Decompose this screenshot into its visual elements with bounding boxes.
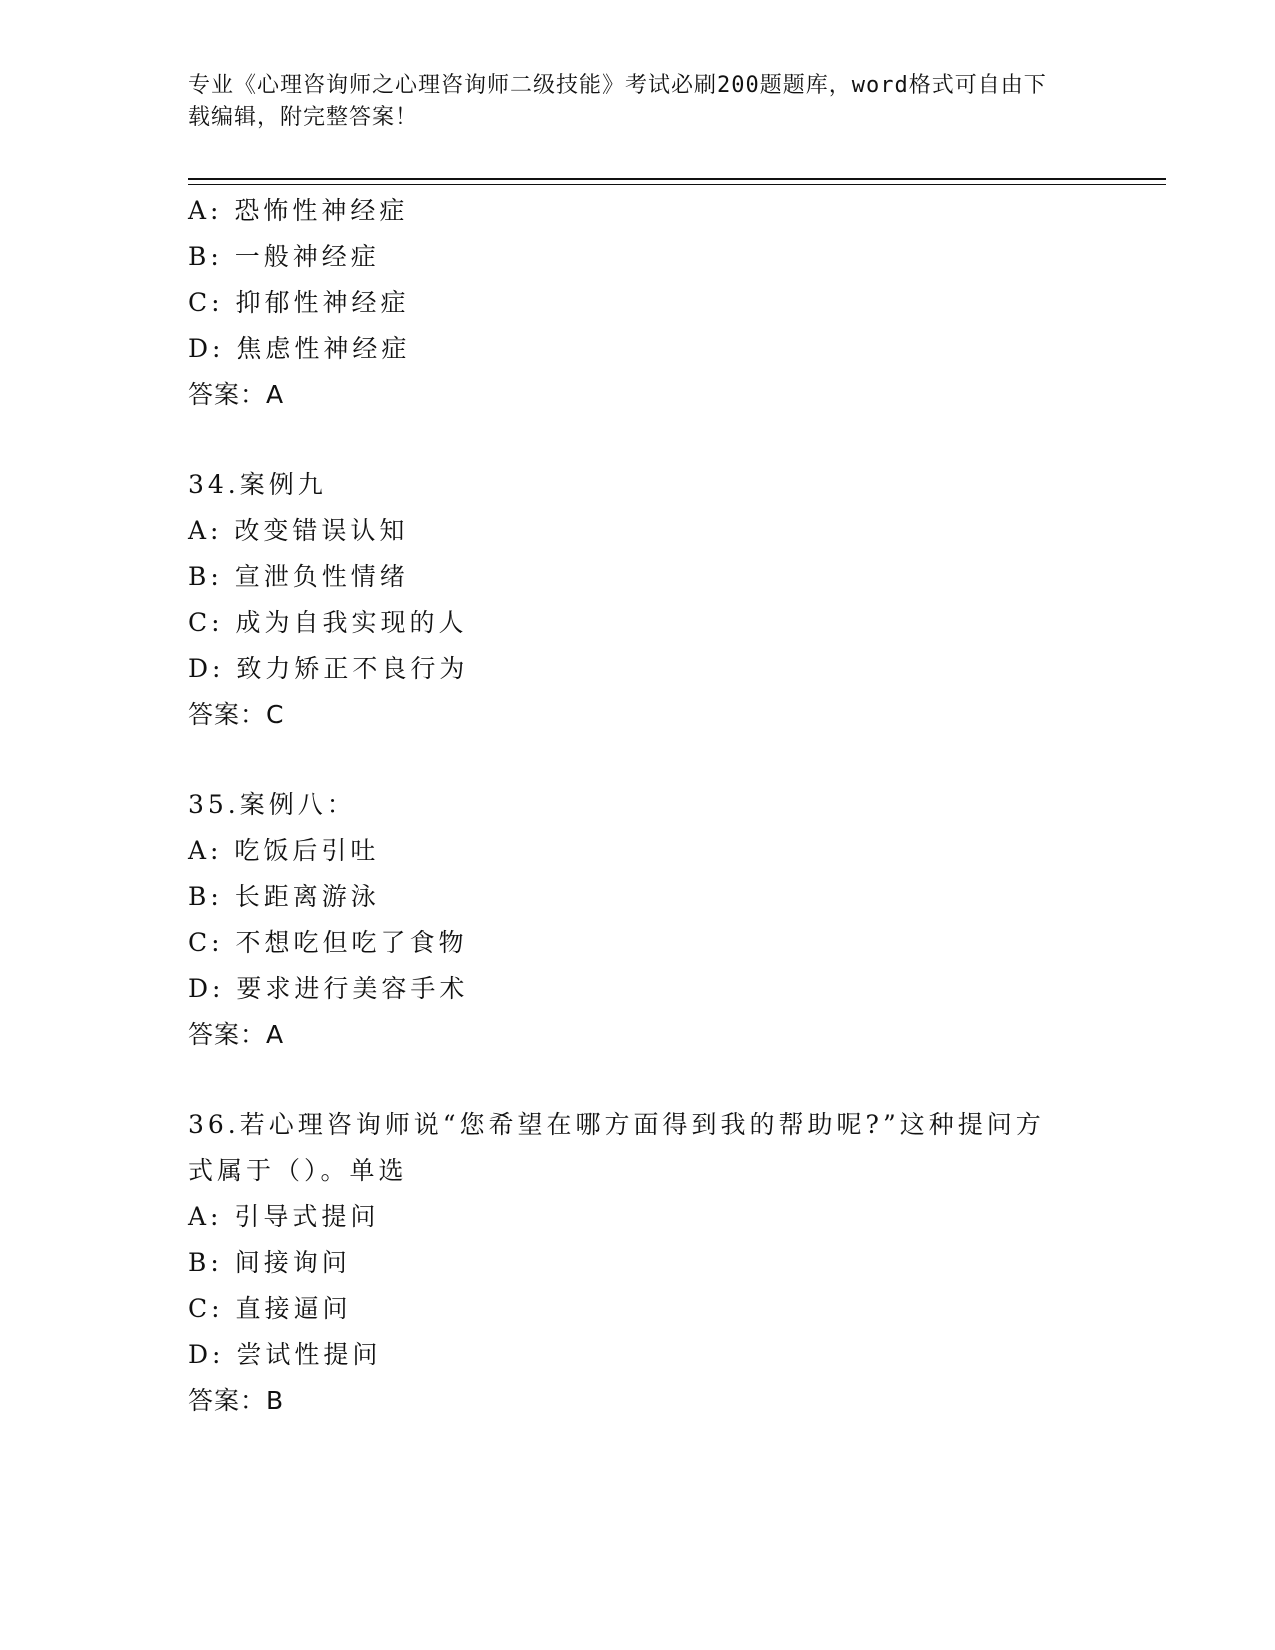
option-a: A: 引导式提问	[188, 1202, 380, 1231]
option-c: C: 成为自我实现的人	[188, 608, 468, 637]
option-b: B: 长距离游泳	[188, 882, 380, 911]
spacer	[188, 738, 1108, 782]
document-header: 专业《心理咨询师之心理咨询师二级技能》考试必刷200题题库，word格式可自由下载编辑，附完整答案！	[188, 73, 1047, 130]
option-a: A: 恐怖性神经症	[188, 196, 409, 225]
question-block-36	[188, 1102, 1108, 1424]
question-list	[188, 188, 1108, 1424]
option-b: B: 一般神经症	[188, 242, 380, 271]
question-text: 36.若心理咨询师说“您希望在哪方面得到我的帮助呢?”这种提问方式属于（）。单选	[188, 1110, 1045, 1185]
option-d: D: 尝试性提问	[188, 1340, 382, 1369]
answer-line: 答案：A	[188, 380, 285, 409]
spacer	[188, 1058, 1108, 1102]
spacer	[188, 418, 1108, 462]
option-d: D: 要求进行美容手术	[188, 974, 469, 1003]
option-b: B: 宣泄负性情绪	[188, 562, 409, 591]
answer-line: 答案：B	[188, 1386, 285, 1415]
option-c: C: 抑郁性神经症	[188, 288, 410, 317]
option-d: D: 致力矫正不良行为	[188, 654, 469, 683]
option-a: A: 吃饭后引吐	[188, 836, 380, 865]
answer-line: 答案：C	[188, 700, 285, 729]
question-text: 34.案例九	[188, 470, 327, 499]
option-c: C: 直接逼问	[188, 1294, 352, 1323]
question-block-35	[188, 782, 1108, 1058]
option-d: D: 焦虑性神经症	[188, 334, 411, 363]
option-c: C: 不想吃但吃了食物	[188, 928, 468, 957]
header-divider	[188, 178, 1166, 185]
question-block-33	[188, 188, 1108, 418]
question-block-34	[188, 462, 1108, 738]
option-a: A: 改变错误认知	[188, 516, 409, 545]
option-b: B: 间接询问	[188, 1248, 351, 1277]
question-text: 35.案例八：	[188, 790, 356, 819]
answer-line: 答案：A	[188, 1020, 285, 1049]
